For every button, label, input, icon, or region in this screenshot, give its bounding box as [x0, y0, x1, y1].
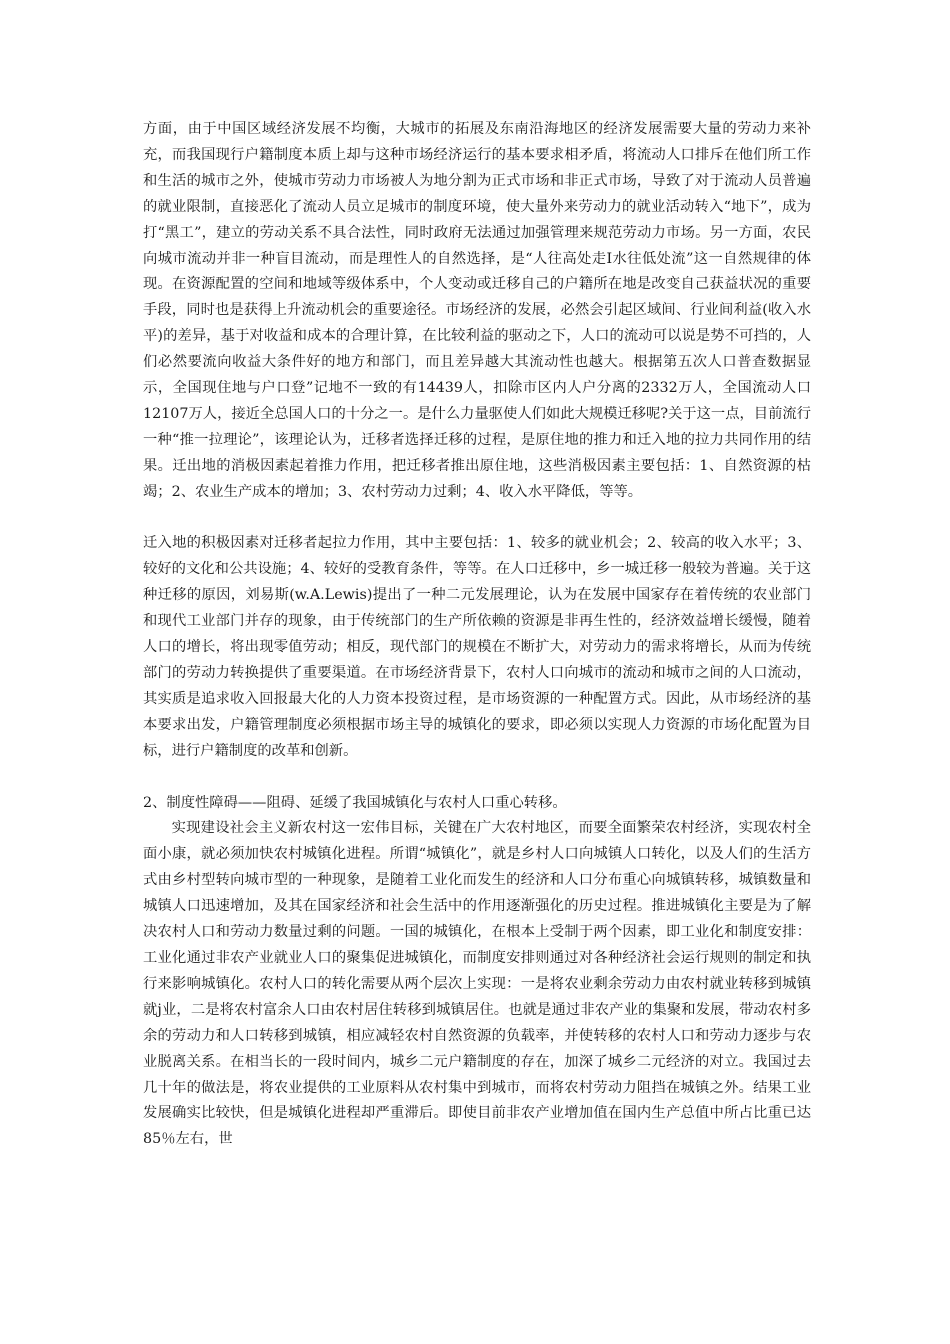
paragraph-urbanization: 实现建设社会主义新农村这一宏伟目标，关键在广大农村地区，而要全面繁荣农村经济，实现农村全面小康，就必须加快农村城镇化进程。所谓“城镇化”，就是乡村人口向城镇人口转化，以及人们的生活方式由乡村型转向城市型的一种现象，是随着工业化而发生的经济和人口分布重心向城镇转移，城镇数量和城镇人口迅速增加，及其在国家经济和社会生活中的作用逐渐强化的历史过程。推进城镇化主要是为了解决农村人口和劳动力数量过剩的问题。一国的城镇化，在根本上受制于两个因素，即工业化和制度安排：工业化通过非农产业就业人口的聚集促进城镇化，而制度安排则通过对各种经济社会运行规则的制定和执行来影响城镇化。农村人口的转化需要从两个层次上实现：一是将农业剩余劳动力由农村就业转移到城镇就j业，二是将农村富余人口由农村居住转移到城镇居住。也就是通过非农产业的集聚和发展，带动农村多余的劳动力和人口转移到城镇，相应减轻农村自然资源的负载率，并使转移的农村人口和劳动力逐步与农业脱离关系。在相当长的一段时间内，城乡二元户籍制度的存在，加深了城乡二元经济的对立。我国过去几十年的做法是，将农业提供的工业原料从农村集中到城市，而将农村劳动力阻挡在城镇之外。结果工业发展确实比较快，但是城镇化进程却严重滞后。即使目前非农产业增加值在国内生产总值中所占比重已达85％左右，世 — [143, 820, 811, 1148]
paragraph-push-pull: 方面，由于中国区域经济发展不均衡，大城市的拓展及东南沿海地区的经济发展需要大量的劳动力来补充，而我国现行户籍制度本质上却与这种市场经济运行的基本要求相矛盾，将流动人口排斥在他们所工作和生活的城市之外，使城市劳动力市场被人为地分割为正式市场和非正式市场，导致了对于流动人员普遍的就业限制，直接恶化了流动人员立足城市的制度环境，使大量外来劳动力的就业活动转入“地下”，成为打“黑工”，建立的劳动关系不具合法性，同时政府无法通过加强管理来规范劳动力市场。另一方面，农民向城市流动并非一种盲目流动，而是理性人的自然选择，是“人往高处走I水往低处流”这一自然规律的体现。在资源配置的空间和地域等级体系中，个人变动或迁移自己的户籍所在地是改变自己获益状况的重要手段，同时也是获得上升流动机会的重要途径。市场经济的发展，必然会引起区域间、行业间利益(收入水平)的差异，基于对收益和成本的合理计算，在比较利益的驱动之下，人口的流动可以说是势不可挡的，人们必然要流向收益大条件好的地方和部门，而且差异越大其流动性也越大。根据第五次人口普查数据显示，全国现住地与户口登”记地不一致的有14439人，扣除市区内人户分离的2332万人，全国流动人口12107万人，接近全总国人口的十分之一。是什么力量驱使人们如此大规模迁移呢?关于这一点，目前流行一种“推一拉理论”，该理论认为，迁移者选择迁移的过程，是原住地的推力和迁入地的拉力共同作用的结果。迁出地的消极因素起着推力作用，把迁移者推出原住地，这些消极因素主要包括：1、自然资源的枯竭；2、农业生产成本的增加；3、农村劳动力过剩；4、收入水平降低，等等。 — [143, 121, 811, 500]
paragraph-gap — [143, 765, 811, 791]
paragraph-gap — [143, 506, 811, 532]
section-heading: 2、制度性障碍——阻碍、延缓了我国城镇化与农村人口重心转移。 — [143, 794, 567, 811]
document-body — [143, 117, 811, 1153]
paragraph-pull-factors: 迁入地的积极因素对迁移者起拉力作用，其中主要包括：1、较多的就业机会；2、较高的收入水平；3、较好的文化和公共设施；4、较好的受教育条件，等等。在人口迁移中，乡一城迁移一般较为普遍。关于这种迁移的原因，刘易斯(w.A.Lewis)提出了一种二元发展理论，认为在发展中国家存在着传统的农业部门和现代工业部门并存的现象，由于传统部门的生产所依赖的资源是非再生性的，经济效益增长缓慢，随着人口的增长，将出现零值劳动；相反，现代部门的规模在不断扩大，对劳动力的需求将增长，从而为传统部门的劳动力转换提供了重要渠道。在市场经济背景下，农村人口向城市的流动和城市之间的人口流动，其实质是追求收入回报最大化的人力资本投资过程，是市场资源的一种配置方式。因此，从市场经济的基本要求出发，户籍管理制度必须根据市场主导的城镇化的要求，即必须以实现人力资源的市场化配置为目标，进行户籍制度的改革和创新。 — [143, 535, 811, 759]
